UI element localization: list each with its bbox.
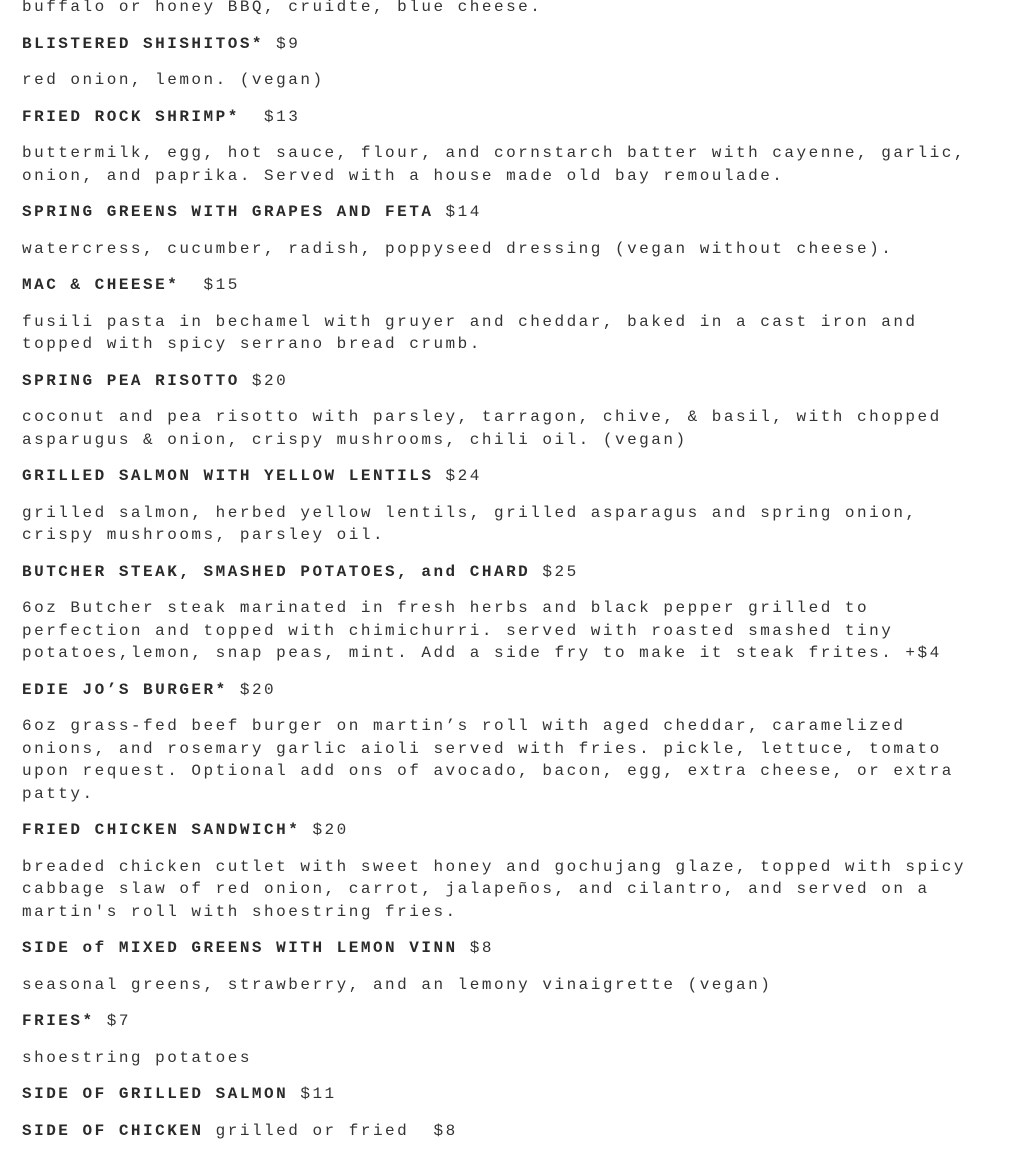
menu-item-heading — [22, 819, 987, 842]
menu-item-name: FRIED CHICKEN SANDWICH* — [22, 821, 301, 839]
menu-item-description: 6oz Butcher steak marinated in fresh herbs and black pepper grilled to perfection and topped with chimichurri. served with roasted smashed tiny potatoes,lemon, snap peas, mint. Add a side fry to make it steak frites. +$4 — [22, 599, 942, 662]
menu-item-heading — [22, 465, 987, 488]
menu-item-price: $20 — [227, 680, 277, 699]
menu-item-price: $13 — [239, 107, 301, 126]
menu-item-heading — [22, 274, 987, 297]
menu-items — [22, 33, 987, 1143]
menu — [22, 0, 987, 1156]
menu-item-heading — [22, 1010, 987, 1033]
menu-item-heading — [22, 106, 987, 129]
menu-item-name: SIDE OF GRILLED SALMON — [22, 1085, 289, 1103]
menu-item-price: $9 — [264, 34, 301, 53]
menu-item-heading — [22, 370, 987, 393]
menu-item-price: grilled or fried $8 — [203, 1121, 458, 1140]
menu-item-price: $20 — [300, 821, 349, 839]
menu-item-name: SIDE of MIXED GREENS WITH LEMON VINN — [22, 939, 458, 957]
menu-item-name: EDIE JO’S BURGER* — [22, 680, 228, 699]
menu-item-price: $11 — [288, 1085, 337, 1103]
menu-item-name: SIDE OF CHICKEN — [22, 1121, 204, 1140]
menu-item-description: grilled salmon, herbed yellow lentils, grilled asparagus and spring onion, crispy mushrooms, parsley oil. — [22, 503, 918, 544]
menu-item-description: watercress, cucumber, radish, poppyseed dressing (vegan without cheese). — [22, 239, 894, 258]
menu-item-description: coconut and pea risotto with parsley, tarragon, chive, & basil, with chopped asparugus & onion, crispy mushrooms, chili oil. (vegan) — [22, 408, 942, 449]
menu-item-heading — [22, 937, 987, 960]
menu-item-price: $14 — [433, 203, 482, 221]
menu-item-name: FRIES* — [22, 1012, 95, 1030]
menu-item-description: red onion, lemon. (vegan) — [22, 71, 325, 89]
menu-item-price: $8 — [457, 939, 494, 957]
item-description: buffalo or honey BBQ, cruidte, blue cheese. — [22, 0, 543, 16]
menu-item-heading — [22, 1120, 987, 1143]
menu-item-name: SPRING PEA RISOTTO — [22, 371, 240, 390]
menu-item-price: $7 — [94, 1012, 131, 1030]
menu-item-heading — [22, 33, 987, 56]
menu-item-price: $24 — [433, 467, 482, 485]
menu-item-name: MAC & CHEESE* — [22, 276, 180, 294]
menu-item-name: BLISTERED SHISHITOS* — [22, 34, 265, 53]
menu-item-name: FRIED ROCK SHRIMP* — [22, 107, 240, 126]
menu-item-price: $15 — [179, 276, 240, 294]
menu-item-name: BUTCHER STEAK, SMASHED POTATOES, and CHARD — [22, 562, 531, 581]
menu-item-heading — [22, 201, 987, 224]
menu-item-description: buttermilk, egg, hot sauce, flour, and cornstarch batter with cayenne, garlic, onion, and paprika. Served with a house made old bay remoulade. — [22, 144, 966, 185]
menu-item-heading — [22, 679, 987, 702]
menu-item-name: GRILLED SALMON WITH YELLOW LENTILS — [22, 467, 434, 485]
menu-item-price: $25 — [530, 562, 579, 581]
menu-item-price: $20 — [239, 371, 289, 390]
menu-item-name: SPRING GREENS WITH GRAPES AND FETA — [22, 203, 434, 221]
menu-item-heading — [22, 561, 987, 584]
menu-item-description: seasonal greens, strawberry, and an lemony vinaigrette (vegan) — [22, 975, 773, 994]
menu-item-description: fusili pasta in bechamel with gruyer and cheddar, baked in a cast iron and topped with spicy serrano bread crumb. — [22, 312, 918, 353]
menu-item-description: breaded chicken cutlet with sweet honey and gochujang glaze, topped with spicy cabbage slaw of red onion, carrot, jalapeños, and cilantro, and served on a martin's roll with shoestring fries. — [22, 857, 966, 921]
menu-item-heading — [22, 1083, 987, 1106]
menu-item-description: 6oz grass-fed beef burger on martin’s roll with aged cheddar, caramelized onions, and rosemary garlic aioli served with fries. pickle, lettuce, tomato upon request. Optional add ons of avocado, bacon, egg, extra cheese, or extra patty. — [22, 717, 954, 803]
menu-item-description: shoestring potatoes — [22, 1048, 252, 1067]
